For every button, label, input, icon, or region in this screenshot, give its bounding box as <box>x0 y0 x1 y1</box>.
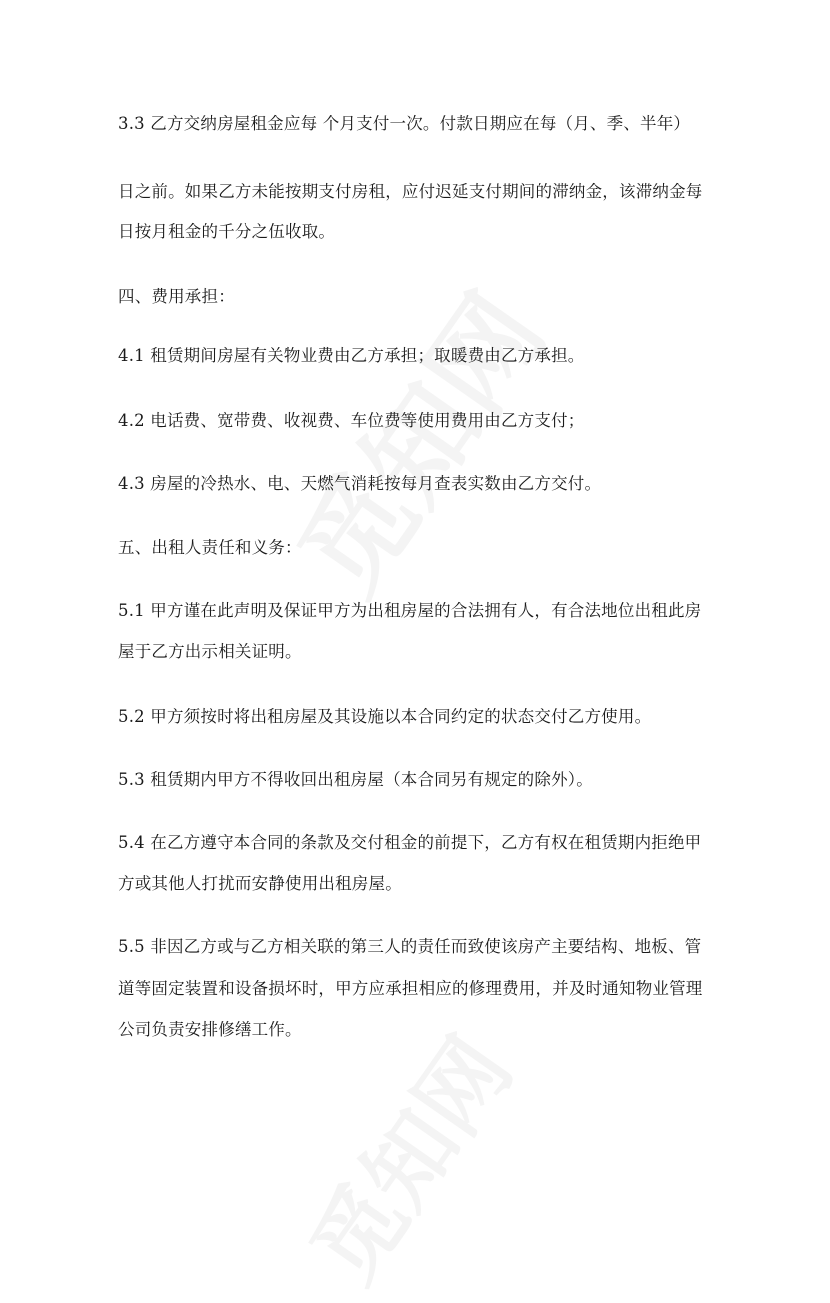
clause-4-3: 4.3 房屋的冷热水、电、天燃气消耗按每月查表实数由乙方交付。 <box>118 474 602 493</box>
clause-5-5-line-1: 5.5 非因乙方或与乙方相关联的第三人的责任而致使该房产主要结构、地板、管 <box>118 937 702 956</box>
clause-5-5-line-2: 道等固定装置和设备损坏时，甲方应承担相应的修理费用，并及时通知物业管理 <box>118 979 703 998</box>
clause-5-4-line-1: 5.4 在乙方遵守本合同的条款及交付租金的前提下，乙方有权在租赁期内拒绝甲 <box>118 833 702 852</box>
clause-5-1-line-1: 5.1 甲方谨在此声明及保证甲方为出租房屋的合法拥有人，有合法地位出租此房 <box>118 601 702 620</box>
clause-5-3: 5.3 租赁期内甲方不得收回出租房屋（本合同另有规定的除外）。 <box>118 770 593 789</box>
clause-4-1: 4.1 租赁期间房屋有关物业费由乙方承担；取暖费由乙方承担。 <box>118 346 585 365</box>
watermark <box>256 259 575 620</box>
clause-5-2: 5.2 甲方须按时将出租房屋及其设施以本合同约定的状态交付乙方使用。 <box>118 707 652 726</box>
clause-3-3-line-1: 3.3 乙方交纳房屋租金应每 个月支付一次。付款日期应在每（月、季、半年） <box>118 114 691 133</box>
clause-5-1-line-2: 屋于乙方出示相关证明。 <box>118 642 302 661</box>
clause-5-5-line-3: 公司负责安排修缮工作。 <box>118 1020 302 1039</box>
clause-3-3-line-2: 日之前。如果乙方未能按期支付房租，应付迟延支付期间的滞纳金，该滞纳金每 <box>118 182 703 201</box>
section-4-heading: 四、费用承担： <box>118 287 235 306</box>
clause-4-2: 4.2 电话费、宽带费、收视费、车位费等使用费用由乙方支付； <box>118 411 585 430</box>
clause-3-3-line-3: 日按月租金的千分之伍收取。 <box>118 222 336 241</box>
watermark <box>274 1007 535 1303</box>
section-5-heading: 五、出租人责任和义务： <box>118 538 302 557</box>
clause-5-4-line-2: 方或其他人打扰而安静使用出租房屋。 <box>118 874 402 893</box>
